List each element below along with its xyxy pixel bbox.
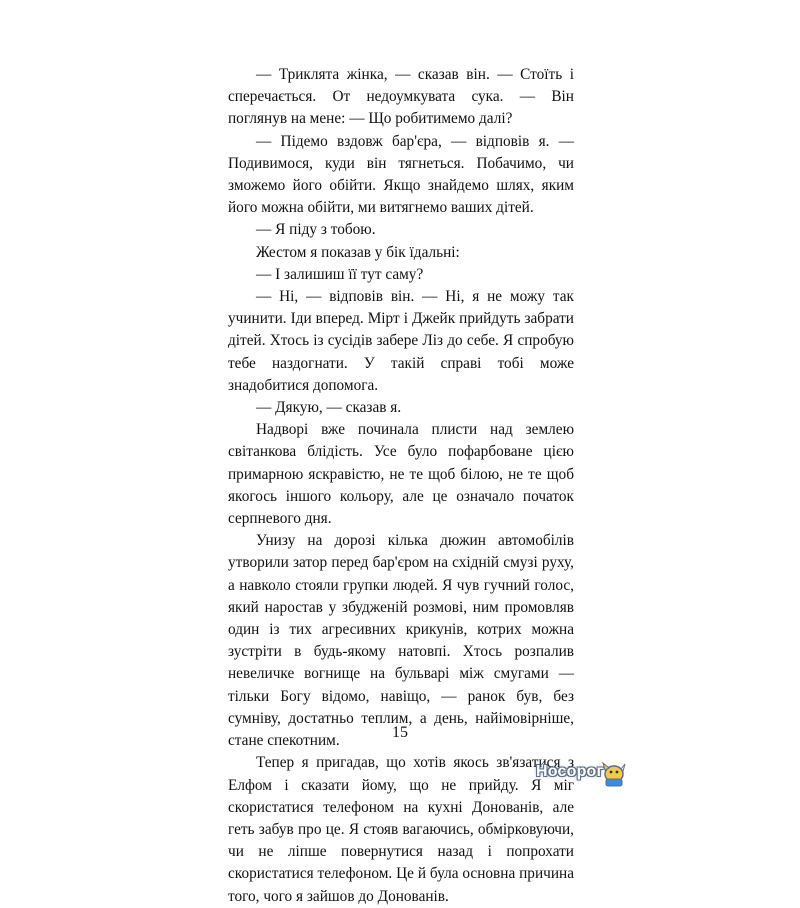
- store-watermark: [536, 762, 626, 786]
- rhino-mascot-icon: [601, 758, 627, 788]
- watermark-logo-text: Носорог: [536, 763, 604, 780]
- paragraph: — Підемо вздовж бар'єра, — відповів я. — Подивимося, куди він тягнеться. Побачимо, чи зможемо його обійти. Якщо знайдемо шлях, яким його можна обійти, ми витягнемо ваших дітей.: [228, 132, 574, 217]
- paragraph: Унизу на дорозі кілька дюжин автомобілів утворили затор перед бар'єром на східній смузі руху, а навколо стояли групки людей. Я чув гучний голос, який наростав у збудженій розмові, ним промовляв один із тих агресивних крикунів, котрих можна зустріти в будь-якому натовпі. Хтось розпалив невеличке вогнище на бульварі між смугами — тільки Богу відомо, навіщо, — ранок був, без сумніву, достатньо теплим, а день, найімовірніше, стане спекотним.: [228, 532, 574, 750]
- paragraph: — Триклята жінка, — сказав він. — Стоїть і сперечається. От недоумкувата сука. — Він поглянув на мене: — Що робитимемо далі?: [228, 66, 574, 128]
- paragraph: Надворі вже починала плисти над землею світанкова блідість. Усе було пофарбоване цією примарною яскравістю, не те щоб білою, не те щоб якогось іншого кольору, але це означало початок серпневого дня.: [228, 421, 574, 528]
- paragraph: — Дякую, — сказав я.: [256, 399, 402, 417]
- page-body-text: [228, 64, 574, 908]
- paragraph: — Я піду з тобою.: [256, 221, 376, 239]
- paragraph: Тепер я пригадав, що хотів якось зв'язатися з Елфом і сказати йому, що не прийду. Я міг скористатися телефоном на кухні Донованів, але геть забув про це. Я стояв вагаючись, обмірковуючи, чи не ліпше повернутися назад і попрохати скористатися телефоном. Це й була основна причина того, чого я зайшов до Донованів.: [228, 754, 574, 905]
- page-number: 15: [392, 724, 408, 741]
- paragraph: Жестом я показав у бік їдальні:: [256, 243, 460, 261]
- paragraph: — Ні, — відповів він. — Ні, я не можу так учинити. Іди вперед. Мірт і Джейк прийдуть забрати дітей. Хтось із сусідів забере Ліз до себе. Я спробую тебе наздогнати. У такій справі тобі може знадобитися допомога.: [228, 288, 574, 394]
- paragraph: — І залишиш її тут саму?: [256, 265, 424, 283]
